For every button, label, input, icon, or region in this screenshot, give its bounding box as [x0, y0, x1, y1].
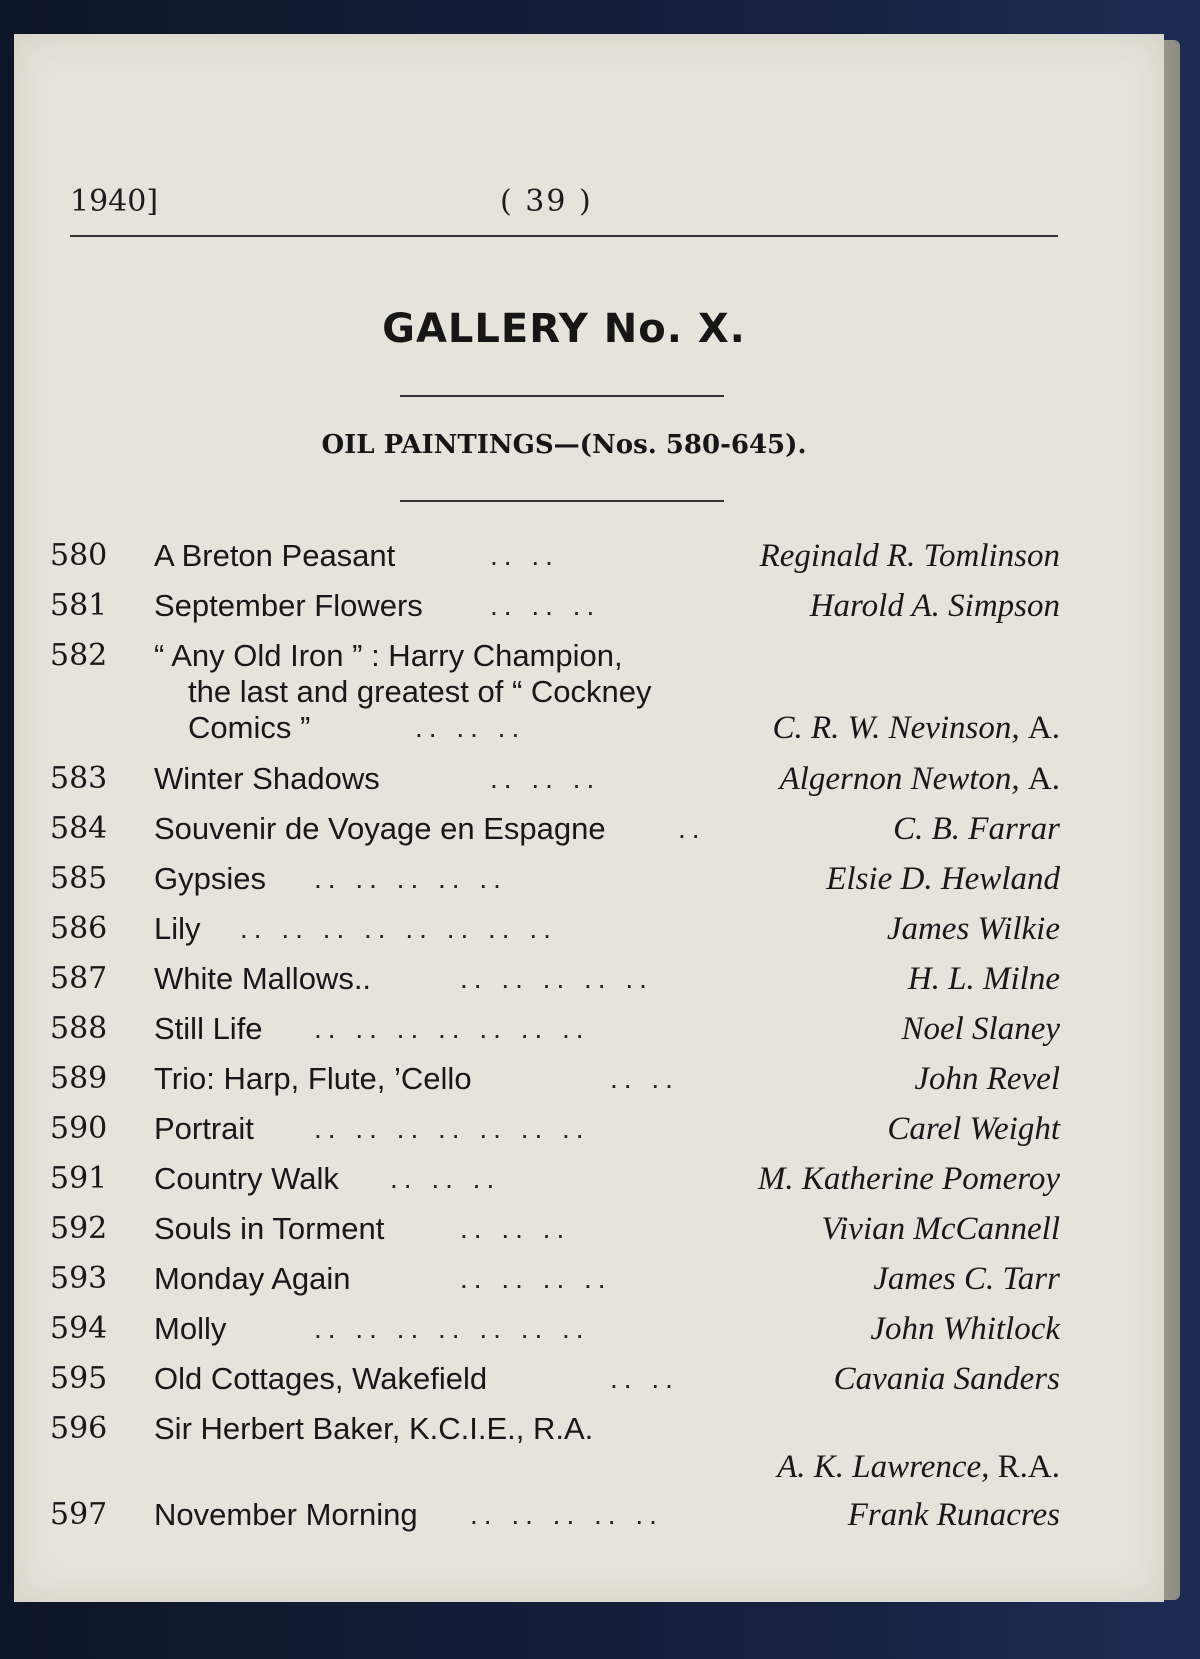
entry-number: 586 [50, 911, 108, 946]
entry-artist: Harold A. Simpson [809, 588, 1060, 624]
entry-artist: Reginald R. Tomlinson [759, 538, 1060, 574]
list-item [50, 1011, 1060, 1061]
entry-artist: John Whitlock [870, 1311, 1060, 1347]
list-item [50, 1497, 1060, 1547]
entry-number: 587 [50, 961, 108, 996]
entry-artist: A. K. Lawrence, [777, 1449, 990, 1485]
entry-title: September Flowers [154, 588, 423, 623]
entry-title: Country Walk [154, 1161, 339, 1196]
entry-artist: Frank Runacres [847, 1497, 1060, 1533]
list-item [50, 811, 1060, 861]
entry-title: Souvenir de Voyage en Espagne [154, 811, 606, 846]
entry-number: 584 [50, 811, 108, 846]
entry-number: 593 [50, 1261, 108, 1296]
entry-number: 590 [50, 1111, 108, 1146]
entry-artist: Noel Slaney [901, 1011, 1060, 1047]
dot-leader: .. .. .. .. .. .. .. [314, 1013, 590, 1044]
entry-artist: Carel Weight [887, 1111, 1060, 1147]
entry-title-line: the last and greatest of “ Cockney [188, 674, 652, 709]
section-rule [400, 500, 724, 502]
entry-artist: C. R. W. Nevinson, [772, 710, 1020, 746]
entry-number: 595 [50, 1361, 108, 1396]
dot-leader: .. .. [490, 540, 559, 571]
entry-title-line: “ Any Old Iron ” : Harry Champion, [154, 638, 623, 673]
entry-title: Monday Again [154, 1261, 351, 1296]
entry-artist: M. Katherine Pomeroy [757, 1161, 1060, 1197]
entry-list [50, 538, 1060, 1538]
year-label: 1940] [70, 184, 159, 219]
dot-leader: .. .. .. .. .. [470, 1499, 663, 1530]
entry-title: Old Cottages, Wakefield [154, 1361, 488, 1396]
list-item [50, 538, 1060, 588]
entry-number: 596 [50, 1411, 108, 1446]
section-heading: OIL PAINTINGS—(Nos. 580-645). [321, 430, 807, 460]
entry-title: Gypsies [154, 861, 266, 896]
entry-number: 597 [50, 1497, 108, 1532]
entry-number: 583 [50, 761, 108, 796]
entry-title: November Morning [154, 1497, 418, 1532]
list-item [50, 861, 1060, 911]
gallery-title: GALLERY No. X. [382, 306, 746, 352]
entry-title: Portrait [154, 1111, 254, 1146]
entry-title: Trio: Harp, Flute, ’Cello [154, 1061, 472, 1096]
dot-leader: .. .. .. .. .. [314, 863, 507, 894]
catalogue-page [14, 34, 1164, 1602]
entry-number: 581 [50, 588, 108, 623]
list-item [50, 1311, 1060, 1361]
academy-suffix: A. [1027, 761, 1060, 797]
academy-suffix: A. [1027, 710, 1060, 746]
dot-leader: .. .. .. .. .. .. .. .. [240, 913, 557, 944]
dot-leader: .. .. .. [490, 590, 601, 621]
header-rule [70, 235, 1058, 237]
entry-number: 582 [50, 638, 108, 673]
list-item [50, 1111, 1060, 1161]
entry-title: Lily [154, 911, 201, 946]
dot-leader: .. .. .. [390, 1163, 501, 1194]
list-item [50, 1411, 1060, 1497]
title-rule [400, 395, 724, 397]
entry-artist: C. B. Farrar [893, 811, 1060, 847]
list-item [50, 911, 1060, 961]
list-item [50, 638, 1060, 761]
entry-artist: John Revel [914, 1061, 1060, 1097]
entry-title: White Mallows.. [154, 961, 372, 996]
entry-number: 585 [50, 861, 108, 896]
dot-leader: .. .. [610, 1363, 679, 1394]
entry-title: Sir Herbert Baker, K.C.I.E., R.A. [154, 1411, 594, 1446]
entry-artist: Algernon Newton, [779, 761, 1020, 797]
entry-title: Molly [154, 1311, 227, 1346]
entry-title: A Breton Peasant [154, 538, 396, 573]
entry-artist: James C. Tarr [873, 1261, 1060, 1297]
entry-title-line: Comics ” [188, 710, 311, 745]
list-item [50, 1161, 1060, 1211]
entry-artist: H. L. Milne [907, 961, 1060, 997]
dot-leader: .. .. .. .. .. [460, 963, 653, 994]
entry-number: 592 [50, 1211, 108, 1246]
academy-suffix: R.A. [997, 1449, 1060, 1485]
list-item [50, 1261, 1060, 1311]
entry-artist: Vivian McCannell [821, 1211, 1060, 1247]
entry-title: Souls in Torment [154, 1211, 385, 1246]
entry-number: 591 [50, 1161, 108, 1196]
entry-number: 589 [50, 1061, 108, 1096]
list-item [50, 961, 1060, 1011]
dot-leader: .. .. .. .. .. .. .. [314, 1113, 590, 1144]
list-item [50, 1361, 1060, 1411]
entry-title: Still Life [154, 1011, 263, 1046]
dot-leader: .. .. .. [415, 712, 526, 743]
entry-artist: Elsie D. Hewland [826, 861, 1060, 897]
dot-leader: .. .. .. .. .. .. .. [314, 1313, 590, 1344]
dot-leader: .. .. [610, 1063, 679, 1094]
list-item [50, 1061, 1060, 1111]
dot-leader: .. [678, 813, 706, 844]
dot-leader: .. .. .. [490, 763, 601, 794]
entry-artist: James Wilkie [886, 911, 1060, 947]
dot-leader: .. .. .. .. [460, 1263, 612, 1294]
list-item [50, 588, 1060, 638]
entry-artist: Cavania Sanders [833, 1361, 1060, 1397]
entry-number: 580 [50, 538, 108, 573]
page-number: ( 39 ) [500, 184, 593, 219]
running-head [70, 184, 1060, 224]
entry-title: Winter Shadows [154, 761, 380, 796]
dot-leader: .. .. .. [460, 1213, 571, 1244]
list-item [50, 1211, 1060, 1261]
list-item [50, 761, 1060, 811]
entry-number: 588 [50, 1011, 108, 1046]
entry-number: 594 [50, 1311, 108, 1346]
